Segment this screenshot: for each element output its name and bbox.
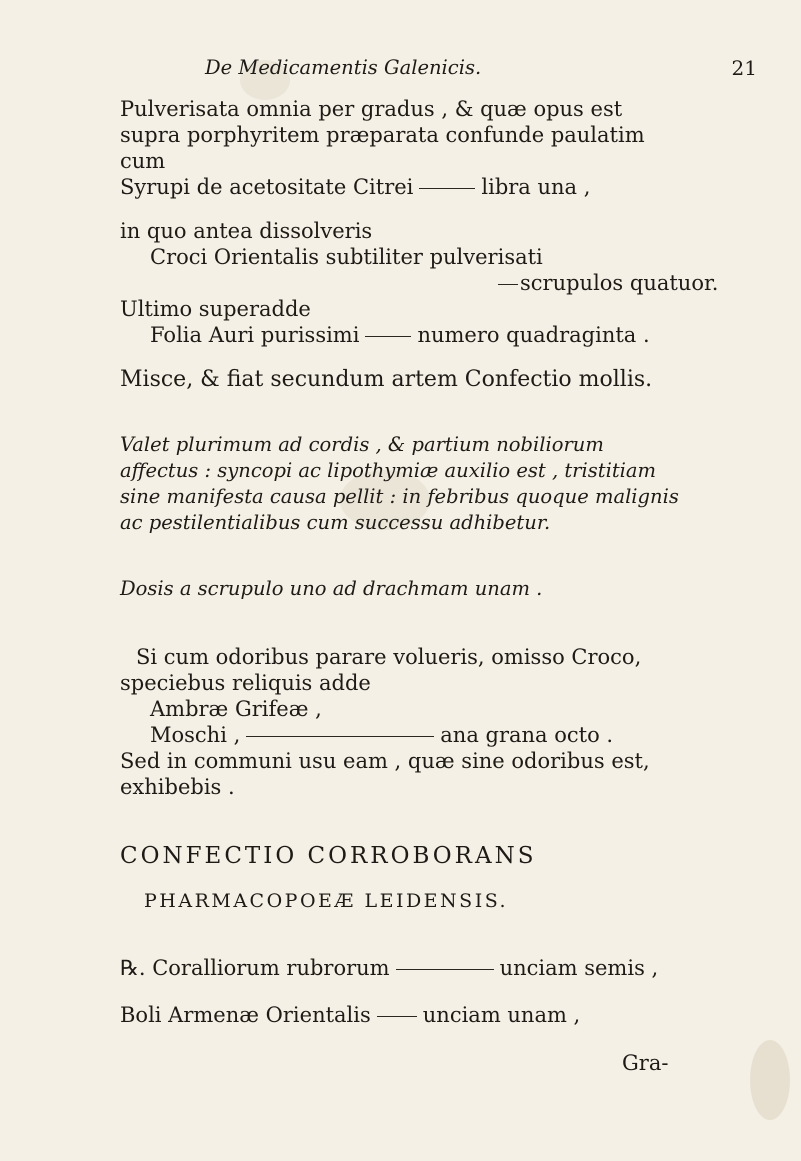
ingredient-name: Croci Orientalis subtiliter pulverisati <box>150 245 543 269</box>
text-line: speciebus reliquis adde <box>120 671 371 695</box>
ingredient-quantity: scrupulos quatuor. <box>520 271 719 295</box>
ingredient-line <box>150 722 613 748</box>
ingredient-line <box>120 174 590 200</box>
page-number: 21 <box>731 56 757 80</box>
dash-rule <box>365 336 411 337</box>
ingredient-name: Folia Auri purissimi <box>150 323 360 347</box>
ingredient-quantity: numero quadraginta . <box>417 323 650 347</box>
catchword: Gra- <box>622 1051 669 1075</box>
ingredient-quantity: unciam semis , <box>499 956 659 980</box>
ingredient-quantity: libra una , <box>481 175 591 199</box>
ingredient-name: Syrupi de acetositate Citrei <box>120 175 414 199</box>
recipe-symbol: ℞. <box>120 956 146 980</box>
italic-line: Valet plurimum ad cordis , & partium nobiliorum <box>120 433 604 456</box>
section-title: CONFECTIO CORROBORANS <box>120 843 537 869</box>
ingredient-line <box>120 955 658 981</box>
ingredient-quantity-line <box>498 270 718 296</box>
text-line: Si cum odoribus parare volueris, omisso Croco, <box>136 645 642 669</box>
ingredient-name: Moschi , <box>150 723 241 747</box>
running-title: De Medicamentis Galenicis. <box>205 56 482 79</box>
ingredient-name: Boli Armenæ Orientalis <box>120 1003 371 1027</box>
text-line: Ultimo superadde <box>120 297 311 321</box>
text-line: Sed in communi usu eam , quæ sine odoribus est, <box>120 749 650 773</box>
dash-rule <box>498 284 518 285</box>
ingredient-quantity: ana grana octo . <box>440 723 614 747</box>
dash-rule <box>396 969 494 970</box>
text-line: exhibebis . <box>120 775 235 799</box>
italic-line: ac pestilentialibus cum successu adhibetur. <box>120 511 551 534</box>
text-line: cum <box>120 149 166 173</box>
text-line: Pulverisata omnia per gradus , & quæ opus est <box>120 97 623 121</box>
italic-line: affectus : syncopi ac lipothymiæ auxilio est , tristitiam <box>120 459 657 482</box>
ingredient-name: Coralliorum rubrorum <box>152 956 390 980</box>
italic-line: sine manifesta causa pellit : in febribus quoque malignis <box>120 485 679 508</box>
ingredient-line <box>120 1002 580 1028</box>
dash-rule <box>246 736 434 737</box>
section-subtitle: PHARMACOPOEÆ LEIDENSIS. <box>144 890 509 912</box>
ingredient-quantity: unciam unam , <box>422 1003 581 1027</box>
ingredient-name: Ambræ Grifeæ , <box>150 697 322 721</box>
text-line: supra porphyritem præparata confunde paulatim <box>120 123 645 147</box>
ingredient-line <box>150 322 650 348</box>
dose-line: Dosis a scrupulo uno ad drachmam unam . <box>120 577 543 600</box>
text-line: Misce, & fiat secundum artem Confectio mollis. <box>120 367 653 392</box>
dash-rule <box>377 1016 417 1017</box>
dash-rule <box>419 188 475 189</box>
text-line: in quo antea dissolveris <box>120 219 373 243</box>
paper-stain <box>750 1040 790 1120</box>
